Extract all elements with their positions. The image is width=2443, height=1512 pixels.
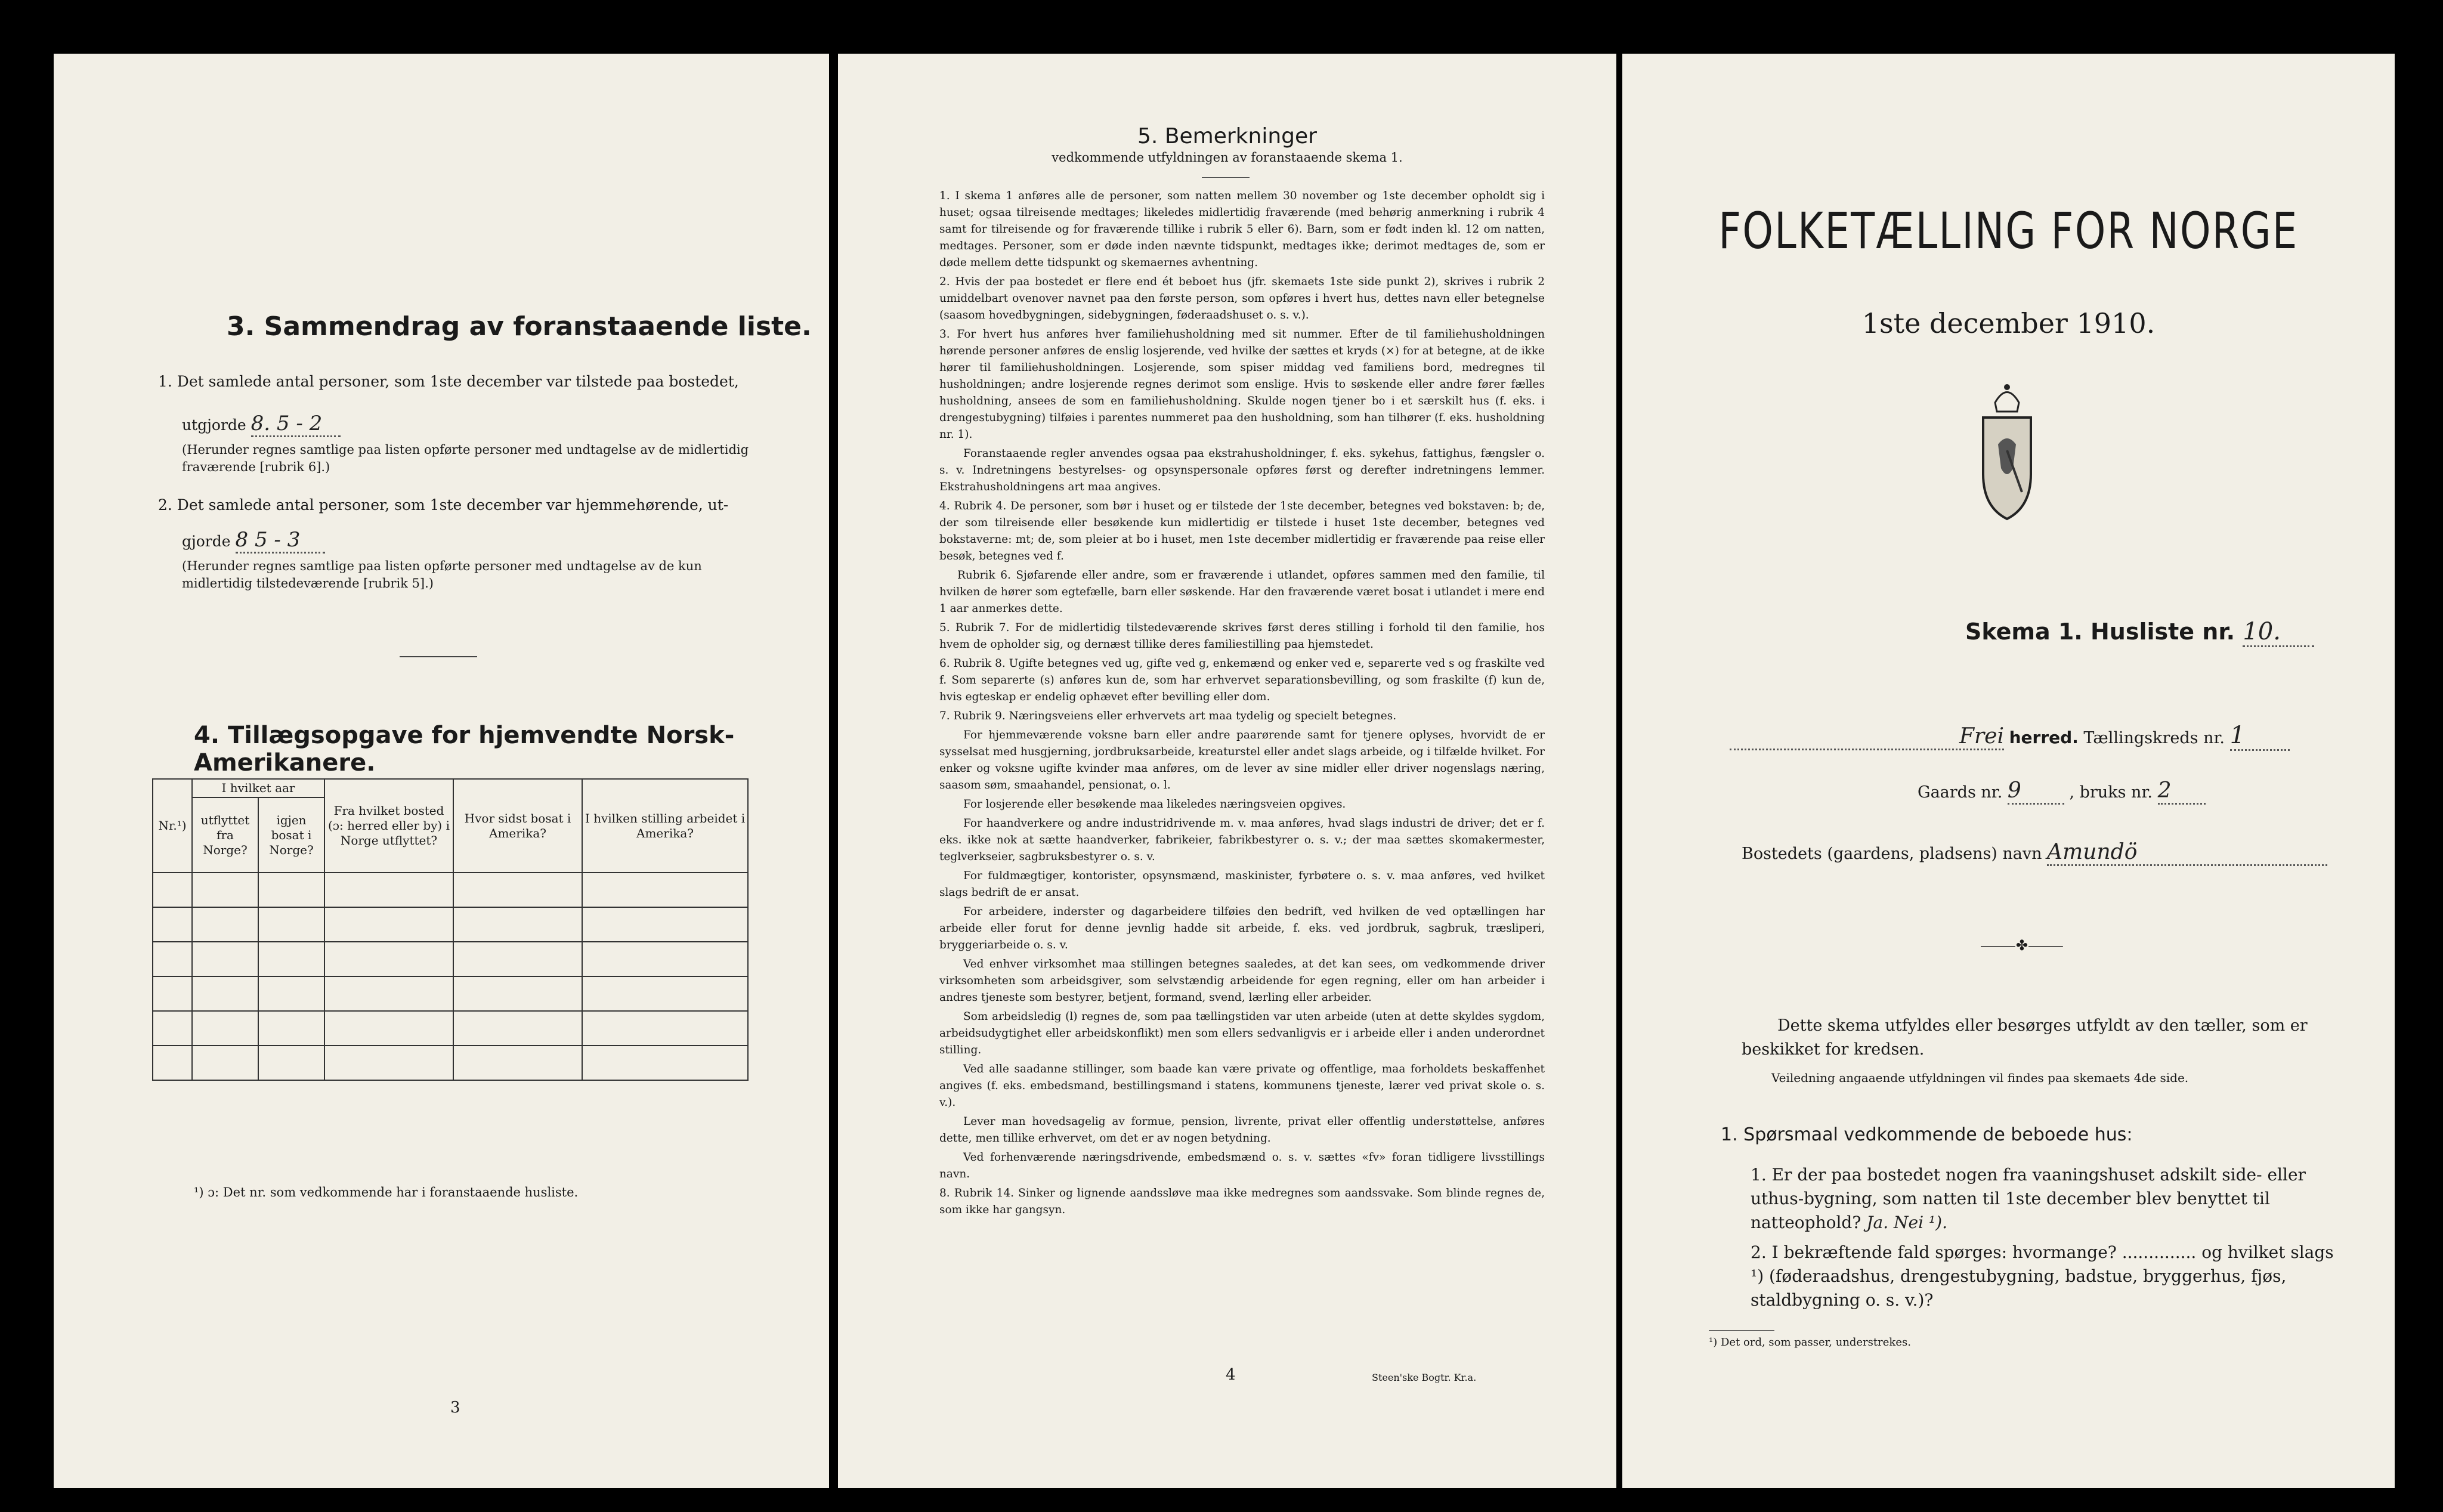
th-col1: utflyttet fra Norge? — [192, 797, 258, 873]
th-col2: igjen bosat i Norge? — [258, 797, 324, 873]
item1-value: 8. 5 - 2 — [251, 412, 341, 437]
page-middle — [838, 54, 1616, 1488]
remarks-subtitle: vedkommende utfyldningen av foranstaaende skema 1. — [1052, 150, 1403, 165]
th-col5: I hvilken stilling arbeidet i Amerika? — [582, 779, 748, 873]
bosted-value: Amundö — [2047, 840, 2327, 866]
question-1: 1. Er der paa bostedet nogen fra vaaningshuset adskilt side- eller uthus-bygning, som natten til 1ste december blev benyttet til natteophold? — [1751, 1165, 2306, 1232]
th-col3: Fra hvilket bosted (ɔ: herred eller by) i Norge utflyttet? — [324, 779, 453, 873]
kreds-label: Tællingskreds nr. — [2083, 729, 2225, 747]
remark-paragraph: 3. For hvert hus anføres hver familiehusholdning med sit nummer. Efter de til familiehusholdningen hørende personer anføres de enslig losjerende, ved hvilke der sættes et kryds (×) for at betegne, at de ikke hører til familiehusholdningen. Losjerende, som spiser middag ved familiens bord, medregnes til husholdningen; andre losjerende regnes derimot som enslige. Hvis to søskende eller andre fører fælles husholdning, ansees de som en familiehusholdning. Skulde nogen tjener bo i et særskilt hus (f. eks. i drengestubygning) tilføies i parentes nummeret paa den husholdning, som han tilhører (f. eks. husholdning nr. 1). — [939, 328, 1545, 441]
remark-paragraph: 7. Rubrik 9. Næringsveiens eller erhvervets art maa tydelig og specielt betegnes. — [939, 710, 1397, 722]
th-col4: Hvor sidst bosat i Amerika? — [453, 779, 582, 873]
bruks-label: , bruks nr. — [2069, 783, 2153, 802]
question-2: 2. I bekræftende fald spørges: hvormange? .............. og hvilket slags ¹) (føderaadshus, drengestubygning, badstue, bryggerhus, fjøs, staldbygning o. s. v.)? — [1751, 1242, 2334, 1310]
item2-note: (Herunder regnes samtlige paa listen opførte personer med undtagelse av de kun midlertidig tilstedeværende [rubrik 5].) — [182, 559, 702, 590]
instruction-text: Dette skema utfyldes eller besørges utfyldt av den tæller, som er beskikket for kredsen. — [1742, 1016, 2308, 1059]
remark-paragraph: For fuldmægtiger, kontorister, opsynsmænd, maskinister, fyrbøtere o. s. v. maa anføres, ved hvilket slags bedrift de er ansat. — [939, 870, 1545, 899]
table-row — [153, 1011, 748, 1046]
item1-text: 1. Det samlede antal personer, som 1ste december var tilstede paa bostedet, — [158, 373, 739, 390]
gaards-label: Gaards nr. — [1918, 783, 2003, 802]
coat-of-arms-icon — [1974, 379, 2040, 522]
footnote: ¹) Det ord, som passer, understrekes. — [1709, 1336, 1911, 1349]
remark-paragraph: Ved alle saadanne stillinger, som baade kan være private og offentlige, maa forholdets beskaffenhet angives (f. eks. embedsmand, bestillingsmand i statens, kommunens tjeneste, lærer ved privat skole o. s. v.). — [939, 1063, 1545, 1109]
remark-paragraph: 8. Rubrik 14. Sinker og lignende aandssløve maa ikke medregnes som aandssvake. Som blinde regnes de, som ikke har gangsyn. — [939, 1187, 1545, 1216]
remark-paragraph: For arbeidere, inderster og dagarbeidere tilføies den bedrift, ved hvilken de ved optællingen har arbeide eller forut for denne jevnlig hadde sit arbeide, f. eks. ved jordbruk, sagbruk, træsliperi, bryggeriarbeide o. s. v. — [939, 905, 1545, 951]
table-row — [153, 942, 748, 976]
table-row — [153, 873, 748, 907]
page-right — [1622, 54, 2395, 1488]
table-row — [153, 976, 748, 1011]
herred-label: herred. — [2009, 728, 2079, 747]
table-row — [153, 907, 748, 942]
item2-text: 2. Det samlede antal personer, som 1ste december var hjemmehørende, ut- — [158, 496, 729, 514]
instruction-note: Veiledning angaaende utfyldningen vil findes paa skemaets 4de side. — [1771, 1071, 2189, 1085]
divider — [400, 656, 477, 657]
remark-paragraph: 5. Rubrik 7. For de midlertidig tilstedeværende skrives først deres stilling i forhold til den familie, hos hvem de opholder sig, og dernæst tillike deres familiestilling paa hjemstedet. — [939, 622, 1545, 651]
questions-title: 1. Spørsmaal vedkommende de beboede hus: — [1721, 1124, 2133, 1145]
section3-title: 3. Sammendrag av foranstaaende liste. — [227, 311, 812, 342]
remarks-title: 5. Bemerkninger — [1137, 124, 1317, 149]
norsk-amerikanere-table — [152, 778, 749, 1081]
remark-paragraph: Rubrik 6. Sjøfarende eller andre, som er fraværende i utlandet, opføres sammen med den familie, til hvilken de hører som egtefælle, barn eller søskende. Har den fraværende været bosat i utlandet i mere end 1 aar anmerkes dette. — [939, 569, 1545, 615]
ornament-icon: ⸻✤⸻ — [1980, 937, 2064, 954]
divider — [1202, 177, 1250, 178]
main-title: FOLKETÆLLING FOR NORGE — [1718, 202, 2299, 260]
remark-paragraph: For losjerende eller besøkende maa likeledes næringsveien opgives. — [963, 798, 1346, 811]
divider — [1709, 1330, 1774, 1331]
remark-paragraph: 6. Rubrik 8. Ugifte betegnes ved ug, gifte ved g, enkemænd og enker ved e, separerte ved s og fraskilte ved f. Som separerte (s) anføres kun de, som har erhvervet separationsbevilling, og som fraskilte (f) kun de, hvis egteskap er endelig ophævet efter bevilling eller dom. — [939, 657, 1545, 703]
item2-value: 8 5 - 3 — [236, 528, 325, 554]
th-nr: Nr.¹) — [153, 779, 192, 873]
printer-mark: Steen'ske Bogtr. Kr.a. — [1372, 1372, 1477, 1383]
item1-note: (Herunder regnes samtlige paa listen opførte personer med undtagelse av de midlertidig fraværende [rubrik 6].) — [182, 443, 749, 474]
remarks-list — [939, 188, 1545, 1221]
remark-paragraph: Som arbeidsledig (l) regnes de, som paa tællingstiden var uten arbeide (uten at dette skyldes sygdom, arbeidsudygtighet eller arbeidskonflikt) men som ellers sedvanligvis er i arbeide eller i anden underordnet stilling. — [939, 1010, 1545, 1056]
section4-title: 4. Tillægsopgave for hjemvendte Norsk-Amerikanere. — [194, 722, 735, 777]
remark-paragraph: For hjemmeværende voksne barn eller andre paarørende samt for tjenere oplyses, hvorvidt de er sysselsat med husgjerning, jordbruksarbeide, kreaturstel eller andet slags arbeide, og i tilfælde hvilket. For enker og voksne ugifte kvinder maa anføres, om de lever av sine midler eller driver nogenslags næring, saasom søm, smaahandel, pensionat, o. l. — [939, 729, 1545, 791]
item2-label: gjorde — [182, 533, 231, 550]
bruks-value: 2 — [2158, 778, 2206, 805]
bosted-label: Bostedets (gaardens, pladsens) navn — [1742, 845, 2042, 863]
census-date: 1ste december 1910. — [1861, 307, 2156, 339]
herred-value: Frei — [1730, 724, 2004, 750]
th-group: I hvilket aar — [192, 779, 324, 797]
remark-paragraph: 1. I skema 1 anføres alle de personer, som natten mellem 30 november og 1ste december opholdt sig i huset; ogsaa tilreisende medtages; likeledes midlertidig fraværende (med behørig anmerkning i rubrik 4 samt for tilreisende og for fraværende tillike i rubrik 5 eller 6). Barn, som er født inden kl. 12 om natten, medtages. Personer, som er døde inden nævnte tidspunkt, medtages ikke; derimot medtages de, som er døde mellem dette tidspunkt og skemaernes avhentning. — [939, 190, 1545, 269]
question-1-answer: Ja. Nei ¹). — [1866, 1213, 1947, 1232]
table-row — [153, 1046, 748, 1080]
page-number: 4 — [1226, 1366, 1236, 1384]
schema-label: Skema 1. Husliste nr. — [1965, 619, 2235, 645]
remark-paragraph: Ved enhver virksomhet maa stillingen betegnes saaledes, at det kan sees, om vedkommende driver virksomheten som arbeidsgiver, som selvstændig arbeidende for egen regning, eller om han arbeider i andres tjeneste som bestyrer, betjent, formand, svend, lærling eller arbeider. — [939, 958, 1545, 1004]
kreds-value: 1 — [2230, 722, 2290, 751]
remark-paragraph: Lever man hovedsagelig av formue, pension, livrente, privat eller offentlig understøttelse, anføres dette, men tillike erhvervet, om det er av nogen betydning. — [939, 1115, 1545, 1145]
page-left — [54, 54, 829, 1488]
gaards-value: 9 — [2008, 778, 2064, 805]
remark-paragraph: Ved forhenværende næringsdrivende, embedsmænd o. s. v. sættes «fv» foran tidligere livsstillings navn. — [939, 1151, 1545, 1180]
page-number: 3 — [450, 1399, 460, 1417]
husliste-number: 10. — [2243, 618, 2314, 647]
remark-paragraph: 4. Rubrik 4. De personer, som bør i huset og er tilstede der 1ste december, betegnes ved bokstaven: b; de, der som tilreisende eller besøkende kun midlertidig er tilstede i huset 1ste december, betegnes ved bokstaverne: mt; de, som pleier at bo i huset, men 1ste december midlertidig er fraværende paa reise eller besøk, betegnes ved f. — [939, 500, 1545, 562]
remark-paragraph: For haandverkere og andre industridrivende m. v. maa anføres, hvad slags industri de driver; det er f. eks. ikke nok at sætte haandverker, fabrikeier, fabrikbestyrer o. s. v.; der maa sættes skomakermester, teglverkseier, sagbruksbestyrer o. s. v. — [939, 817, 1545, 863]
remark-paragraph: 2. Hvis der paa bostedet er flere end ét beboet hus (jfr. skemaets 1ste side punkt 2), skrives i rubrik 2 umiddelbart ovenover navnet paa den første person, som opføres i hvert hus, dettes navn eller betegnelse (saasom hovedbygningen, sidebygningen, føderaadshuset o. s. v.). — [939, 276, 1545, 321]
footnote: ¹) ɔ: Det nr. som vedkommende har i foranstaaende husliste. — [194, 1185, 579, 1199]
item1-label: utgjorde — [182, 416, 246, 434]
remark-paragraph: Foranstaaende regler anvendes ogsaa paa ekstrahusholdninger, f. eks. sykehus, fattighus, fængsler o. s. v. Indretningens bestyrelses- og opsynspersonale opføres først og derefter indretningens lemmer. Ekstrahusholdningens art maa angives. — [939, 447, 1545, 493]
